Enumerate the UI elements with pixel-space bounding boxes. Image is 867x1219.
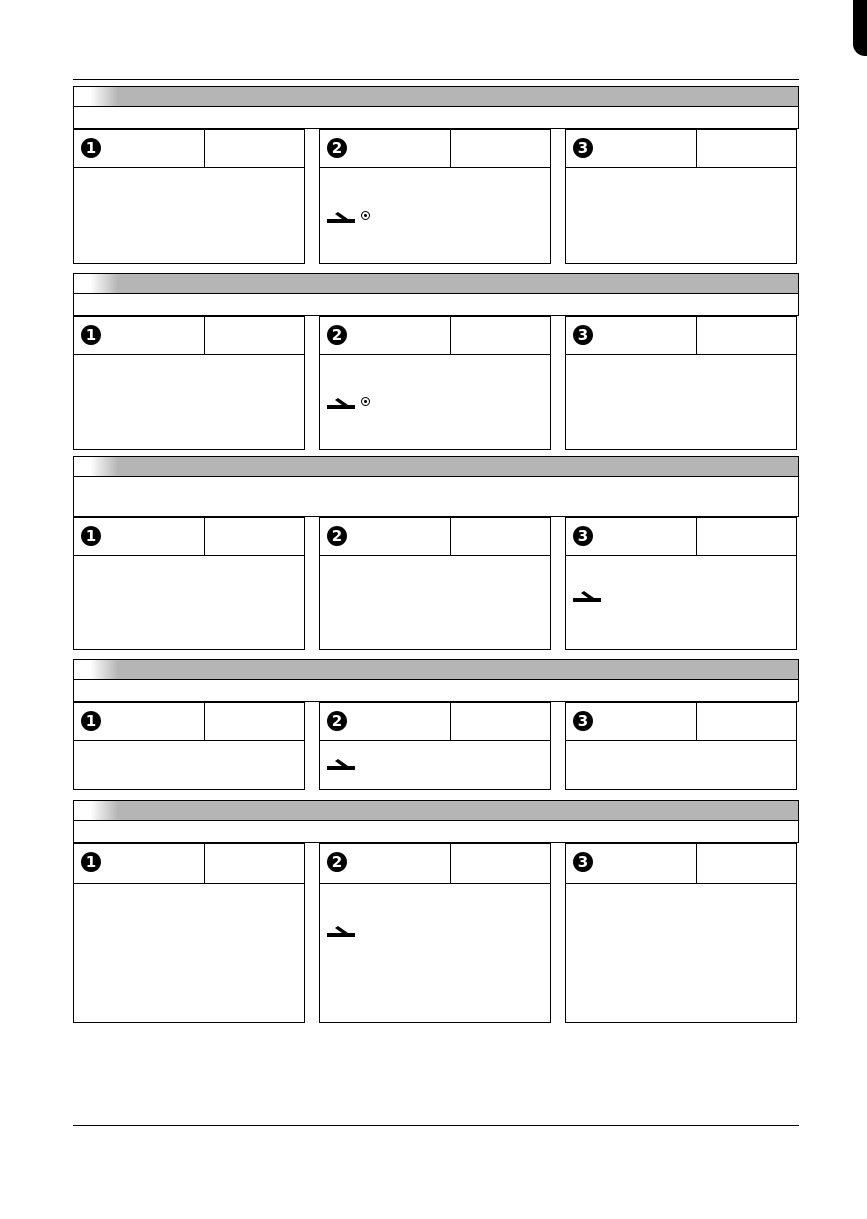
step-card <box>73 517 305 650</box>
step-number-badge: 1 <box>81 325 101 345</box>
section-3 <box>73 456 799 545</box>
section-4 <box>73 659 799 730</box>
section-header <box>73 456 799 477</box>
foot-pedal-icon <box>326 396 356 415</box>
step-number-badge: 2 <box>327 526 347 546</box>
step-number-badge: 3 <box>573 526 593 546</box>
section-description <box>73 680 799 702</box>
step-card <box>565 316 797 450</box>
section-description <box>73 821 799 843</box>
section-header <box>73 273 799 294</box>
section-5 <box>73 800 799 871</box>
footer-rule <box>73 1125 799 1126</box>
step-number-badge: 2 <box>327 138 347 158</box>
foot-pedal-icon <box>572 589 602 608</box>
step-number-badge: 2 <box>327 711 347 731</box>
section-1 <box>73 86 799 157</box>
step-card <box>73 316 305 450</box>
section-header <box>73 86 799 107</box>
section-header <box>73 659 799 680</box>
step-number-badge: 3 <box>573 711 593 731</box>
step-card <box>73 843 305 1023</box>
pedal-target-icon <box>361 211 370 220</box>
foot-pedal-icon <box>326 210 356 229</box>
step-card <box>73 129 305 264</box>
page-thumb-tab <box>853 0 867 56</box>
step-card <box>565 517 797 650</box>
header-rule <box>73 79 799 80</box>
step-card <box>565 129 797 264</box>
step-number-badge: 1 <box>81 711 101 731</box>
step-card <box>319 843 551 1023</box>
step-number-badge: 2 <box>327 852 347 872</box>
step-number-badge: 2 <box>327 325 347 345</box>
step-card <box>565 702 797 790</box>
step-number-badge: 1 <box>81 526 101 546</box>
pedal-target-icon <box>361 397 370 406</box>
step-number-badge: 1 <box>81 138 101 158</box>
foot-pedal-icon <box>326 757 356 776</box>
step-card <box>319 129 551 264</box>
foot-pedal-icon <box>326 924 356 943</box>
section-description <box>73 477 799 517</box>
step-card <box>319 316 551 450</box>
step-card <box>565 843 797 1023</box>
step-number-badge: 3 <box>573 138 593 158</box>
section-header <box>73 800 799 821</box>
step-card <box>73 702 305 790</box>
step-number-badge: 1 <box>81 852 101 872</box>
section-description <box>73 294 799 316</box>
step-number-badge: 3 <box>573 325 593 345</box>
step-number-badge: 3 <box>573 852 593 872</box>
step-card <box>319 517 551 650</box>
section-description <box>73 107 799 129</box>
section-2 <box>73 273 799 344</box>
step-card <box>319 702 551 790</box>
